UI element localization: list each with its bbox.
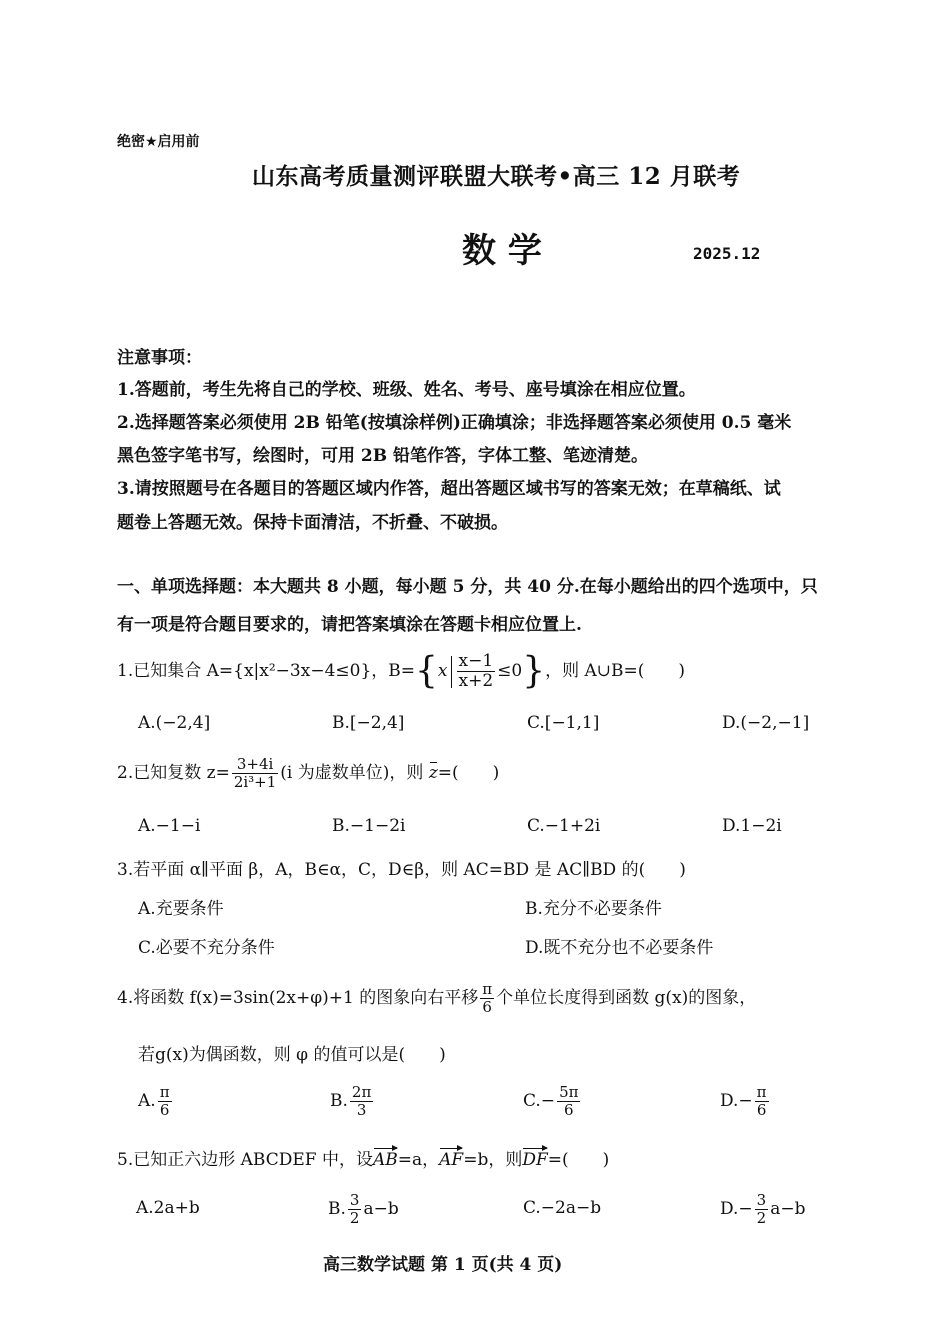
option-fraction (557, 1085, 580, 1118)
vector-df: DF (522, 1150, 548, 1170)
question-4-tail: 个单位长度得到函数 g(x)的图象， (496, 988, 757, 1008)
question-5-option-c: C.−2a−b (523, 1198, 602, 1218)
question-4-option-a (138, 1085, 174, 1118)
option-fraction (158, 1085, 172, 1118)
question-2-option-b: B.−1−2i (332, 816, 406, 836)
fraction-numerator: 5π (559, 1083, 579, 1101)
question-4-option-d (720, 1085, 771, 1118)
subject-title: 数 学 (462, 231, 542, 271)
option-label: D.− (720, 1199, 753, 1219)
option-fraction (348, 1193, 362, 1226)
question-5-lead: 5.已知正六边形 ABCDEF 中，设 (117, 1150, 373, 1170)
fraction-denominator: 6 (756, 1101, 767, 1119)
question-1-tail: ，则 A∪B=( ) (545, 661, 686, 681)
question-4-option-c (523, 1085, 582, 1118)
fraction-denominator: 2 (756, 1209, 767, 1227)
option-label: B. (330, 1091, 348, 1111)
shift-fraction (480, 982, 494, 1015)
set-brace-close: } (522, 650, 546, 692)
notice-item-1: 1.答题前，考生先将自己的学校、班级、姓名、考号、座号填涂在相应位置。 (117, 380, 696, 400)
question-1-option-d: D.(−2,−1] (722, 713, 810, 733)
section-1-instructions-line-1: 一、单项选择题：本大题共 8 小题，每小题 5 分，共 40 分.在每小题给出的四个选项中，只 (117, 577, 818, 597)
question-2-option-a: A.−1−i (138, 816, 201, 836)
notice-title: 注意事项： (117, 348, 202, 368)
set-brace-open: { (415, 650, 438, 692)
option-label: C.− (523, 1091, 556, 1111)
option-label: B. (328, 1199, 346, 1219)
fraction-denominator: 6 (159, 1101, 170, 1119)
option-label: D.− (720, 1091, 753, 1111)
question-2-lead: 2.已知复数 z= (117, 763, 230, 783)
set-variable: x (437, 661, 448, 681)
inequality-tail: ≤0 (497, 661, 523, 681)
fraction-denominator: 3 (356, 1101, 367, 1119)
section-1-instructions-line-2: 有一项是符合题目要求的，请把答案填涂在答题卡相应位置上. (117, 615, 582, 635)
question-2-fraction (232, 757, 278, 790)
question-5-mid-2: =b，则 (463, 1150, 523, 1170)
fraction-numerator: π (756, 1083, 767, 1101)
exam-title: 山东高考质量测评联盟大联考•高三 12 月联考 (252, 163, 741, 190)
fraction-numerator: 2π (351, 1083, 372, 1101)
option-fraction (755, 1193, 769, 1226)
question-2 (117, 757, 499, 790)
question-1 (117, 650, 686, 692)
question-1-fraction (457, 653, 496, 690)
vector-af: AF (439, 1150, 464, 1170)
question-4-line-2: 若g(x)为偶函数，则 φ 的值可以是( ) (138, 1045, 446, 1065)
question-5 (117, 1145, 609, 1170)
question-5-mid-1: =a， (397, 1150, 440, 1170)
option-fraction (350, 1085, 373, 1118)
question-1-option-b: B.[−2,4] (332, 713, 405, 733)
question-2-mid: (i 为虚数单位)，则 (280, 763, 429, 783)
fraction-denominator: 6 (482, 998, 492, 1016)
question-3-option-b: B.充分不必要条件 (525, 899, 662, 919)
fraction-denominator: 6 (563, 1101, 574, 1119)
vector-ab: AB (372, 1150, 398, 1170)
question-1-option-a: A.(−2,4] (138, 713, 211, 733)
set-divider (451, 656, 452, 688)
question-5-option-a: A.2a+b (136, 1198, 200, 1218)
conjugate-z: z (428, 763, 438, 783)
option-fraction (755, 1085, 769, 1118)
question-4-option-b (330, 1085, 375, 1118)
notice-item-3-line-1: 3.请按照题号在各题目的答题区域内作答，超出答题区域书写的答案无效；在草稿纸、试 (117, 479, 781, 499)
question-4-line-1 (117, 982, 756, 1015)
fraction-denominator: x+2 (458, 671, 494, 691)
exam-date: 2025.12 (693, 244, 761, 263)
notice-item-2-line-1: 2.选择题答案必须使用 2B 铅笔(按填涂样例)正确填涂；非选择题答案必须使用 0.5 毫米 (117, 413, 792, 433)
question-1-option-c: C.[−1,1] (527, 713, 600, 733)
fraction-numerator: 3 (756, 1191, 767, 1209)
question-3: 3.若平面 α∥平面 β，A，B∈α，C，D∈β，则 AC=BD 是 AC∥BD 的( ) (117, 860, 686, 880)
question-3-option-d: D.既不充分也不必要条件 (525, 938, 714, 958)
option-label: A. (138, 1091, 156, 1111)
question-3-option-c: C.必要不充分条件 (138, 938, 275, 958)
question-5-option-d (720, 1193, 805, 1226)
confidential-label: 绝密★启用前 (117, 134, 200, 150)
question-2-option-d: D.1−2i (722, 816, 782, 836)
question-1-lead: 1.已知集合 A={x|x²−3x−4≤0}，B= (117, 661, 415, 681)
fraction-numerator: 3+4i (232, 757, 278, 774)
option-tail: a−b (363, 1199, 399, 1219)
fraction-numerator: π (482, 980, 493, 998)
fraction-numerator: x−1 (458, 651, 494, 671)
question-5-option-b (328, 1193, 399, 1226)
question-5-tail: =( ) (547, 1150, 610, 1170)
question-2-tail: =( ) (437, 763, 500, 783)
option-tail: a−b (770, 1199, 806, 1219)
notice-item-3-line-2: 题卷上答题无效。保持卡面清洁，不折叠、不破损。 (117, 513, 508, 533)
fraction-numerator: 3 (349, 1191, 360, 1209)
fraction-denominator: 2i³+1 (233, 773, 277, 791)
fraction-denominator: 2 (349, 1209, 360, 1227)
question-2-option-c: C.−1+2i (527, 816, 601, 836)
question-4-lead: 4.将函数 f(x)=3sin(2x+φ)+1 的图象向右平移 (117, 988, 479, 1008)
page-footer: 高三数学试题 第 1 页(共 4 页) (323, 1255, 563, 1275)
notice-item-2-line-2: 黑色签字笔书写，绘图时，可用 2B 铅笔作答，字体工整、笔迹清楚。 (117, 446, 649, 466)
question-3-option-a: A.充要条件 (138, 899, 224, 919)
fraction-numerator: π (159, 1083, 170, 1101)
